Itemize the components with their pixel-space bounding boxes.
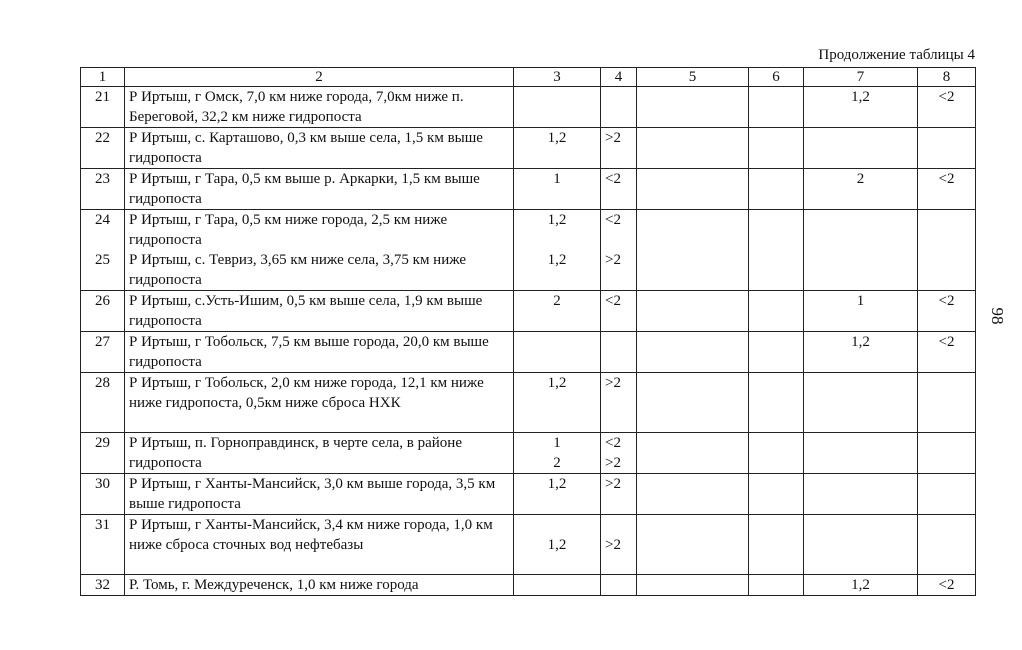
- value-cell-col-8: [918, 250, 976, 291]
- value-cell-col-5: [637, 373, 749, 433]
- value-cell-col-5: [637, 433, 749, 474]
- value-cell-col-4: [601, 332, 637, 373]
- value-cell-col-5: [637, 291, 749, 332]
- value-cell-col-3: [514, 332, 601, 373]
- value-cell-col-8: [918, 169, 976, 210]
- value-cell-col-4: [601, 575, 637, 596]
- value-cell-col-7: [804, 210, 918, 251]
- value-cell-col-4: [601, 87, 637, 128]
- value-cell-col-3: [514, 515, 601, 575]
- cell-value: 1,2: [851, 334, 870, 350]
- cell-value: 2: [553, 455, 561, 471]
- value-cell-col-8: [918, 128, 976, 169]
- col-header-4: 4: [601, 68, 637, 87]
- cell-value: >2: [605, 455, 621, 471]
- table-row: [81, 291, 976, 332]
- cell-value: 2: [553, 293, 561, 309]
- value-cell-col-6: [749, 87, 804, 128]
- row-number: 22: [81, 128, 125, 169]
- row-number: 32: [81, 575, 125, 596]
- site-description: Р Иртыш, г Тобольск, 2,0 км ниже города, 12,1 км ниже ниже гидропоста, 0,5км ниже сброса НХК: [125, 373, 514, 433]
- table-row: [81, 575, 976, 596]
- site-description: Р Иртыш, г Ханты-Мансийск, 3,4 км ниже города, 1,0 км ниже сброса сточных вод нефтебазы: [125, 515, 514, 575]
- value-cell-col-7: [804, 575, 918, 596]
- value-cell-col-7: [804, 474, 918, 515]
- table-row: [81, 433, 976, 474]
- cell-value: 1,2: [851, 89, 870, 105]
- site-description: Р Иртыш, г Тобольск, 7,5 км выше города, 20,0 км выше гидропоста: [125, 332, 514, 373]
- row-number: 23: [81, 169, 125, 210]
- site-description: Р Иртыш, г Омск, 7,0 км ниже города, 7,0км ниже п. Береговой, 32,2 км ниже гидропоста: [125, 87, 514, 128]
- site-description: Р Иртыш, г Тара, 0,5 км ниже города, 2,5 км ниже гидропоста: [125, 210, 514, 251]
- value-cell-col-7: [804, 332, 918, 373]
- cell-value: <2: [605, 212, 621, 228]
- value-cell-col-5: [637, 474, 749, 515]
- table-row: [81, 210, 976, 251]
- value-cell-col-4: [601, 433, 637, 474]
- value-cell-col-3: [514, 433, 601, 474]
- row-number: 21: [81, 87, 125, 128]
- value-cell-col-4: [601, 515, 637, 575]
- site-description: Р Иртыш, г Тара, 0,5 км выше р. Аркарки, 1,5 км выше гидропоста: [125, 169, 514, 210]
- col-header-2: 2: [125, 68, 514, 87]
- cell-value: >2: [605, 375, 621, 391]
- cell-value: <2: [938, 171, 955, 187]
- value-cell-col-8: [918, 433, 976, 474]
- site-description: Р Иртыш, г Ханты-Мансийск, 3,0 км выше города, 3,5 км выше гидропоста: [125, 474, 514, 515]
- cell-value: <2: [938, 334, 955, 350]
- value-cell-col-4: [601, 128, 637, 169]
- value-cell-col-6: [749, 250, 804, 291]
- value-cell-col-8: [918, 474, 976, 515]
- value-cell-col-3: [514, 128, 601, 169]
- table-continuation-caption: Продолжение таблицы 4: [818, 47, 975, 63]
- site-description: Р. Томь, г. Междуреченск, 1,0 км ниже города: [125, 575, 514, 596]
- row-number: 25: [81, 250, 125, 291]
- col-header-3: 3: [514, 68, 601, 87]
- value-cell-col-6: [749, 575, 804, 596]
- value-cell-col-3: [514, 291, 601, 332]
- value-cell-col-6: [749, 169, 804, 210]
- row-number: 26: [81, 291, 125, 332]
- cell-value: 1,2: [547, 130, 567, 146]
- value-cell-col-7: [804, 433, 918, 474]
- value-cell-col-6: [749, 332, 804, 373]
- cell-value: 1,2: [547, 537, 567, 553]
- cell-value: [518, 515, 596, 535]
- header-row: [81, 68, 976, 87]
- value-cell-col-6: [749, 291, 804, 332]
- cell-value: 1: [553, 435, 561, 451]
- cell-value: 1,2: [851, 577, 870, 593]
- value-cell-col-6: [749, 515, 804, 575]
- table-row: [81, 128, 976, 169]
- value-cell-col-3: [514, 169, 601, 210]
- value-cell-col-5: [637, 128, 749, 169]
- table-row: [81, 515, 976, 575]
- value-cell-col-5: [637, 515, 749, 575]
- value-cell-col-8: [918, 332, 976, 373]
- value-cell-col-3: [514, 210, 601, 251]
- cell-value: >2: [605, 252, 621, 268]
- site-description: Р Иртыш, п. Горноправдинск, в черте села, в районе гидропоста: [125, 433, 514, 474]
- value-cell-col-5: [637, 210, 749, 251]
- col-header-8: 8: [918, 68, 976, 87]
- table-body: [81, 87, 976, 596]
- cell-value: 1,2: [547, 212, 567, 228]
- table-row: [81, 87, 976, 128]
- site-description: Р Иртыш, с. Тевриз, 3,65 км ниже села, 3,75 км ниже гидропоста: [125, 250, 514, 291]
- cell-value: 1,2: [547, 375, 567, 391]
- value-cell-col-4: [601, 210, 637, 251]
- value-cell-col-5: [637, 575, 749, 596]
- page-number: 98: [988, 307, 1007, 325]
- value-cell-col-5: [637, 250, 749, 291]
- cell-value: 1: [553, 171, 561, 187]
- value-cell-col-7: [804, 87, 918, 128]
- value-cell-col-4: [601, 291, 637, 332]
- site-description: Р Иртыш, с.Усть-Ишим, 0,5 км выше села, 1,9 км выше гидропоста: [125, 291, 514, 332]
- col-header-7: 7: [804, 68, 918, 87]
- col-header-6: 6: [749, 68, 804, 87]
- value-cell-col-7: [804, 250, 918, 291]
- value-cell-col-6: [749, 474, 804, 515]
- row-number: 31: [81, 515, 125, 575]
- cell-value: 1: [856, 293, 865, 309]
- cell-value: >2: [605, 130, 621, 146]
- table-row: [81, 169, 976, 210]
- cell-value: >2: [605, 537, 621, 553]
- value-cell-col-4: [601, 474, 637, 515]
- cell-value: <2: [938, 293, 955, 309]
- value-cell-col-7: [804, 128, 918, 169]
- value-cell-col-6: [749, 210, 804, 251]
- table-row: [81, 474, 976, 515]
- row-number: 28: [81, 373, 125, 433]
- row-number: 27: [81, 332, 125, 373]
- data-table: [80, 67, 976, 596]
- value-cell-col-4: [601, 250, 637, 291]
- col-header-5: 5: [637, 68, 749, 87]
- value-cell-col-3: [514, 575, 601, 596]
- site-description: Р Иртыш, с. Карташово, 0,3 км выше села, 1,5 км выше гидропоста: [125, 128, 514, 169]
- value-cell-col-6: [749, 373, 804, 433]
- value-cell-col-8: [918, 373, 976, 433]
- value-cell-col-6: [749, 433, 804, 474]
- value-cell-col-8: [918, 291, 976, 332]
- row-number: 24: [81, 210, 125, 251]
- cell-value: [605, 515, 632, 535]
- row-number: 30: [81, 474, 125, 515]
- cell-value: <2: [938, 577, 955, 593]
- value-cell-col-3: [514, 250, 601, 291]
- value-cell-col-4: [601, 373, 637, 433]
- value-cell-col-4: [601, 169, 637, 210]
- table-row: [81, 250, 976, 291]
- value-cell-col-6: [749, 128, 804, 169]
- table-row: [81, 373, 976, 433]
- cell-value: <2: [605, 435, 621, 451]
- value-cell-col-3: [514, 474, 601, 515]
- value-cell-col-8: [918, 210, 976, 251]
- value-cell-col-5: [637, 332, 749, 373]
- value-cell-col-8: [918, 575, 976, 596]
- value-cell-col-5: [637, 87, 749, 128]
- row-number: 29: [81, 433, 125, 474]
- value-cell-col-8: [918, 515, 976, 575]
- value-cell-col-7: [804, 169, 918, 210]
- cell-value: <2: [938, 89, 955, 105]
- cell-value: <2: [605, 293, 621, 309]
- value-cell-col-7: [804, 291, 918, 332]
- cell-value: 2: [856, 171, 865, 187]
- value-cell-col-3: [514, 87, 601, 128]
- cell-value: 1,2: [547, 252, 567, 268]
- cell-value: <2: [605, 171, 621, 187]
- value-cell-col-3: [514, 373, 601, 433]
- value-cell-col-7: [804, 515, 918, 575]
- value-cell-col-8: [918, 87, 976, 128]
- cell-value: 1,2: [547, 476, 567, 492]
- cell-value: >2: [605, 476, 621, 492]
- table-row: [81, 332, 976, 373]
- col-header-1: 1: [81, 68, 125, 87]
- value-cell-col-7: [804, 373, 918, 433]
- value-cell-col-5: [637, 169, 749, 210]
